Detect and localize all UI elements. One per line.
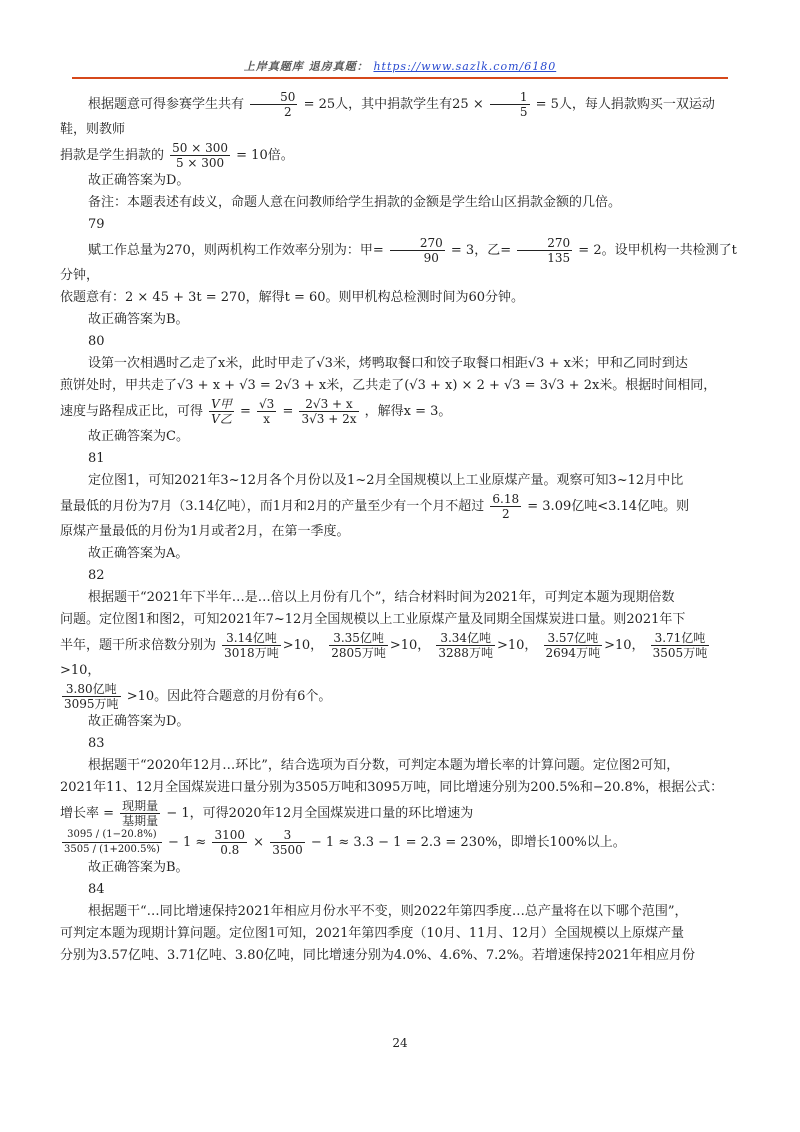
q79-line2: 依题意有：2 × 45 + 3t = 270，解得t = 60。则甲机构总检测时间为60分钟。	[60, 290, 525, 305]
fraction: $\frac{\text{V甲}}{\text{V乙}}$	[211, 397, 232, 426]
fraction: $\frac{\text{3.57亿吨}}{\text{2694万吨}}$	[545, 631, 601, 660]
q78-answer: 故正确答案为D。	[88, 173, 190, 188]
q84-line2: 可判定本题为现期计算问题。定位图1可知，2021年第四季度（10月、11月、12月）全国规模以上原煤产量	[60, 926, 684, 941]
q80-answer: 故正确答案为C。	[88, 429, 189, 444]
fraction: $\frac{\text{3.80亿吨}}{\text{3095万吨}}$	[64, 682, 119, 711]
fraction: $\frac{270}{90}$	[390, 236, 445, 265]
fraction: $\frac{\text{3.34亿吨}}{\text{3288万吨}}$	[438, 631, 493, 660]
fraction: $\frac{\text{现期量}}{\text{基期量}}$	[122, 799, 159, 828]
q81-line2: 量最低的月份为7月（3.14亿吨），而1月和2月的产量至少有一个月不超过 $\frac{6.18}{2}$ = 3.09亿吨<3.14亿吨。则	[60, 492, 690, 521]
header-label: 上岸真题库 退房真题：	[243, 60, 369, 73]
document-body	[60, 90, 740, 967]
q83-line3: 增长率 = $\frac{\text{现期量}}{\text{基期量}}$ − 1，可得2020年12月全国煤炭进口量的环比增速为	[60, 799, 474, 828]
q80-line3: 速度与路程成正比，可得 $\frac{\text{V甲}}{\text{V乙}}$ = $\frac{√3}{x}$ = $\frac{2√3 + x}{3√3 + 2x}$ ，解得x = 3。	[60, 397, 452, 426]
fraction: $\frac{\text{3.14亿吨}}{\text{3018万吨}}$	[224, 631, 279, 660]
q79-number: 79	[88, 217, 105, 232]
fraction: $\frac{3}{3500}$	[272, 828, 303, 857]
fraction: $\frac{3095 / (1-20.8\%)}{3505 / (1+200.5\%)}$	[64, 829, 160, 855]
q78-line2: 捐款是学生捐款的 $\frac{50 \times 300}{5 \times 300}$ = 10倍。	[60, 141, 294, 170]
q81-number: 81	[88, 451, 105, 466]
fraction: $\frac{2√3 + x}{3√3 + 2x}$	[301, 397, 357, 426]
q82-answer: 故正确答案为D。	[88, 714, 190, 729]
fraction: $\frac{3100}{0.8}$	[214, 828, 246, 857]
q79-answer: 故正确答案为B。	[88, 312, 189, 327]
fraction: $\frac{√3}{x}$	[259, 397, 275, 426]
q81-answer: 故正确答案为A。	[88, 546, 189, 561]
q80-line2: 煎饼处时，甲共走了√3 + x + √3 = 2√3 + x米，乙共走了(√3 + x) × 2 + √3 = 3√3 + 2x米。根据时间相同，	[60, 378, 717, 393]
q81-line1: 定位图1，可知2021年3~12月各个月份以及1~2月全国规模以上工业原煤产量。观察可知3~12月中比	[88, 473, 684, 488]
q78-note: 备注：本题表述有歧义，命题人意在问教师给学生捐款的金额是学生给山区捐款金额的几倍。	[88, 195, 622, 210]
page-header	[0, 58, 800, 74]
q82-line4: $\frac{\text{3.80亿吨}}{\text{3095万吨}}$ >10。因此符合题意的月份有6个。	[64, 682, 332, 711]
q83-calc: $\frac{3095 / (1-20.8\%)}{3505 / (1+200.5\%)}$ − 1 ≈ $\frac{3100}{0.8}$ × $\frac{3}{3500}$ − 1 ≈ 3.3 − 1 = 2.3 = 230%，即增长100%以上。	[64, 828, 626, 857]
fraction: $\frac{50}{2}$	[250, 90, 297, 119]
q83-number: 83	[88, 736, 105, 751]
q84-line1: 根据题干“…同比增速保持2021年相应月份水平不变，则2022年第四季度…总产量将在以下哪个范围”，	[88, 904, 688, 919]
fraction: $\frac{6.18}{2}$	[492, 492, 520, 521]
q84-number: 84	[88, 882, 105, 897]
q82-line1: 根据题干“2021年下半年…是…倍以上月份有几个”，结合材料时间为2021年，可判定本题为现期倍数	[88, 590, 675, 605]
q79-line1: 赋工作总量为270，则两机构工作效率分别为：甲= $\frac{270}{90}$ = 3，乙= $\frac{270}{135}$ = 2。设甲机构一共检测了t分钟，	[60, 236, 737, 283]
q83-line2: 2021年11、12月全国煤炭进口量分别为3505万吨和3095万吨，同比增速分别为200.5%和−20.8%，根据公式：	[60, 780, 724, 795]
fraction: $\frac{50 \times 300}{5 \times 300}$	[172, 141, 229, 170]
q83-line1: 根据题干“2020年12月…环比”，结合选项为百分数，可判定本题为增长率的计算问题。定位图2可知，	[88, 758, 680, 773]
fraction: $\frac{1}{5}$	[490, 90, 530, 119]
fraction: $\frac{\text{3.35亿吨}}{\text{2805万吨}}$	[331, 631, 386, 660]
fraction: $\frac{270}{135}$	[517, 236, 572, 265]
header-divider	[72, 77, 728, 79]
q80-number: 80	[88, 334, 105, 349]
q82-number: 82	[88, 568, 105, 583]
q80-line1: 设第一次相遇时乙走了x米，此时甲走了√3米，烤鸭取餐口和饺子取餐口相距√3 + x米；甲和乙同时到达	[88, 356, 688, 371]
q82-line2: 问题。定位图1和图2，可知2021年7~12月全国规模以上工业原煤产量及同期全国煤炭进口量。则2021年下	[60, 612, 686, 627]
q82-line3: 半年，题干所求倍数分别为 $\frac{\text{3.14亿吨}}{\text{3018万吨}}$ >10， $\frac{\text{3.35亿吨}}{\text{2805万吨}}$ >10， $\frac{\text{3.34亿吨}}{\text{3288万吨}}$ >10， $\frac{\text{3.57亿吨}}{\text{2694万吨}}$ >10， $\frac{\text{3.71亿吨}}{\text{3505万吨}}$ >10，	[60, 631, 708, 678]
q81-line3: 原煤产量最低的月份为1月或者2月，在第一季度。	[60, 524, 350, 539]
q84-line3: 分别为3.57亿吨、3.71亿吨、3.80亿吨，同比增速分别为4.0%、4.6%、7.2%。若增速保持2021年相应月份	[60, 948, 696, 963]
q78-line1: 根据题意可得参赛学生共有 $\frac{50}{2}$ = 25人，其中捐款学生有25 × $\frac{1}{5}$ = 5人，每人捐款购买一双运动鞋，则教师	[60, 90, 715, 137]
q83-answer: 故正确答案为B。	[88, 860, 189, 875]
page-number: 24	[392, 1036, 408, 1050]
fraction: $\frac{\text{3.71亿吨}}{\text{3505万吨}}$	[652, 631, 708, 660]
header-url-link[interactable]: https://www.sazlk.com/6180	[373, 60, 557, 73]
